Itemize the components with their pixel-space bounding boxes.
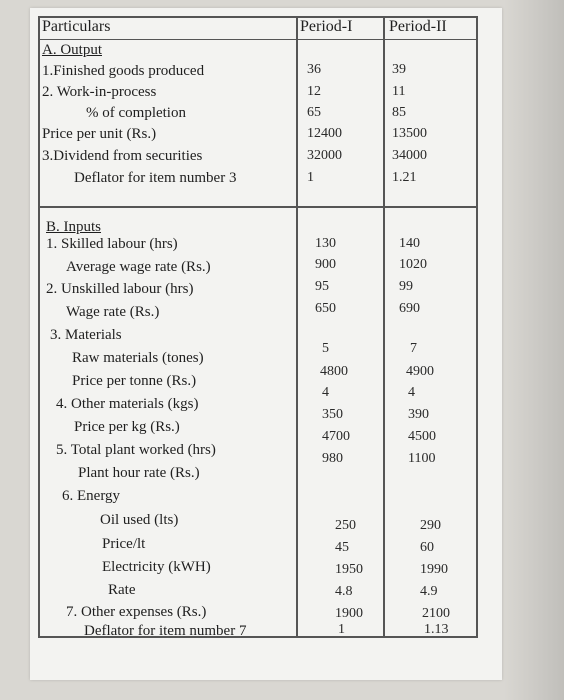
row-label: Wage rate (Rs.) bbox=[66, 304, 160, 320]
row-p2: 34000 bbox=[392, 148, 427, 163]
row-label: Price per tonne (Rs.) bbox=[72, 373, 197, 389]
row-p2: 85 bbox=[392, 105, 406, 120]
table-border-right bbox=[476, 16, 478, 636]
row-label: 2. Unskilled labour (hrs) bbox=[46, 281, 194, 297]
row-p2: 11 bbox=[392, 84, 406, 99]
row-p1: 32000 bbox=[307, 148, 342, 163]
row-p2: 1.13 bbox=[424, 622, 449, 637]
row-p1: 12400 bbox=[307, 126, 342, 141]
row-label: 3. Materials bbox=[50, 327, 122, 343]
row-p1: 5 bbox=[322, 341, 329, 356]
row-label: 2. Work-in-process bbox=[42, 84, 157, 100]
row-p2: 4900 bbox=[406, 364, 434, 379]
row-label: Price/lt bbox=[102, 536, 146, 552]
section-inputs-title: B. Inputs bbox=[46, 219, 102, 235]
row-label: Deflator for item number 7 bbox=[84, 623, 247, 639]
row-p1: 12 bbox=[307, 84, 321, 99]
row-label: 6. Energy bbox=[62, 488, 121, 504]
row-label: 3.Dividend from securities bbox=[42, 148, 203, 164]
row-p2: 690 bbox=[399, 301, 420, 316]
table-section-divider bbox=[38, 206, 478, 208]
row-p1: 95 bbox=[315, 279, 329, 294]
row-p2: 1020 bbox=[399, 257, 427, 272]
table-divider-col2 bbox=[383, 16, 385, 636]
row-label: 1. Skilled labour (hrs) bbox=[46, 236, 178, 252]
row-p2: 7 bbox=[410, 341, 417, 356]
row-p1: 1950 bbox=[335, 562, 363, 577]
row-p2: 1.21 bbox=[392, 170, 417, 185]
row-label: 4. Other materials (kgs) bbox=[56, 396, 199, 412]
row-p1: 4700 bbox=[322, 429, 350, 444]
row-p2: 1990 bbox=[420, 562, 448, 577]
row-label: 5. Total plant worked (hrs) bbox=[56, 442, 216, 458]
row-p2: 39 bbox=[392, 62, 406, 77]
header-period-1: Period-I bbox=[300, 18, 353, 35]
row-label: Plant hour rate (Rs.) bbox=[78, 465, 200, 481]
page-edge-shadow bbox=[504, 0, 564, 700]
row-p1: 4800 bbox=[320, 364, 348, 379]
row-p2: 4 bbox=[408, 385, 415, 400]
section-output-title: A. Output bbox=[42, 42, 102, 58]
row-p2: 2100 bbox=[422, 606, 450, 621]
header-particulars: Particulars bbox=[42, 18, 111, 35]
row-p2: 4.9 bbox=[420, 584, 438, 599]
row-p1: 900 bbox=[315, 257, 336, 272]
table-border-left bbox=[38, 16, 40, 636]
row-label: Oil used (lts) bbox=[100, 512, 179, 528]
document-page bbox=[30, 8, 502, 680]
row-p2: 390 bbox=[408, 407, 429, 422]
row-p2: 4500 bbox=[408, 429, 436, 444]
row-p1: 1 bbox=[338, 622, 345, 637]
header-period-2: Period-II bbox=[389, 18, 447, 35]
row-p1: 130 bbox=[315, 236, 336, 251]
row-p1: 1 bbox=[307, 170, 314, 185]
row-label: Deflator for item number 3 bbox=[74, 170, 237, 186]
row-label: Price per kg (Rs.) bbox=[74, 419, 180, 435]
row-p2: 290 bbox=[420, 518, 441, 533]
row-label: 1.Finished goods produced bbox=[42, 63, 205, 79]
row-label: Average wage rate (Rs.) bbox=[66, 259, 211, 275]
row-p1: 4 bbox=[322, 385, 329, 400]
row-label: 7. Other expenses (Rs.) bbox=[66, 604, 207, 620]
row-p1: 250 bbox=[335, 518, 356, 533]
row-p2: 140 bbox=[399, 236, 420, 251]
row-p1: 980 bbox=[322, 451, 343, 466]
row-p2: 13500 bbox=[392, 126, 427, 141]
row-p2: 99 bbox=[399, 279, 413, 294]
row-label: Electricity (kWH) bbox=[102, 559, 211, 575]
row-label: Raw materials (tones) bbox=[72, 350, 204, 366]
row-p1: 650 bbox=[315, 301, 336, 316]
row-label: Price per unit (Rs.) bbox=[42, 126, 157, 142]
row-p2: 60 bbox=[420, 540, 434, 555]
row-p1: 65 bbox=[307, 105, 321, 120]
row-p2: 1100 bbox=[408, 451, 436, 466]
row-p1: 45 bbox=[335, 540, 349, 555]
row-label: % of completion bbox=[86, 105, 186, 121]
row-p1: 1900 bbox=[335, 606, 363, 621]
row-p1: 36 bbox=[307, 62, 321, 77]
row-p1: 350 bbox=[322, 407, 343, 422]
row-label: Rate bbox=[108, 582, 136, 598]
table-divider-col1 bbox=[296, 16, 298, 636]
row-p1: 4.8 bbox=[335, 584, 353, 599]
table-header-divider bbox=[38, 39, 478, 40]
